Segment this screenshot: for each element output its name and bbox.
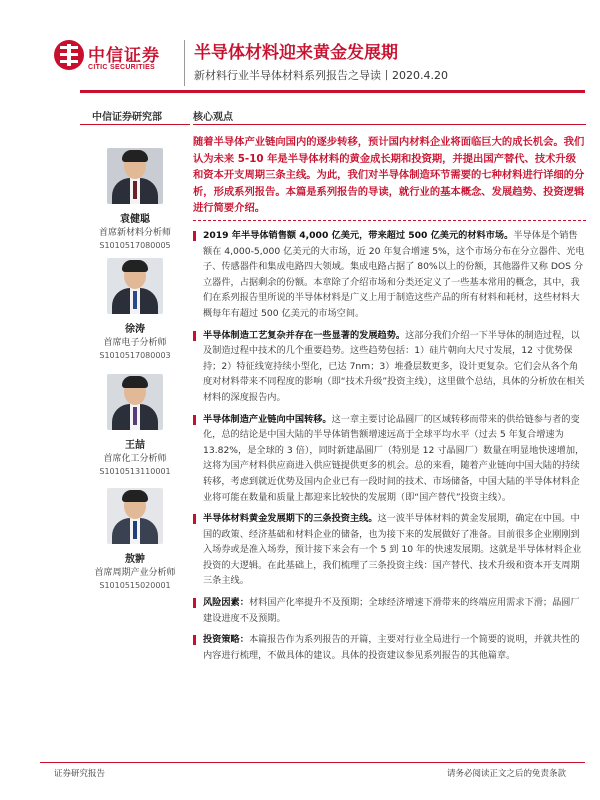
- key-point-text: 这一章主要讨论晶圆厂的区域转移而带来的供给链参与者的变化，总的结论是中国大陆的半导体销售额增速远高于全球平均水平（过去 5 年复合增速为 13.82%，是全球的 3 倍），同时新建晶圆厂（特别是 12 寸晶圆厂）数量在明显地快速增加，这将为国产材料供应商进入供应链提供更多的机会。总的来看，随着产业链向中国大陆的持续转移，考虑到就近优势及国内企业已有一段时间的技术、市场储备，中国大陆的半导体材料企业将可能在数量和质量上都迎来比较快的发展期（即“国产替代”投资主线）。: [203, 413, 585, 503]
- bullet-marker: [193, 635, 196, 645]
- analyst-role: 首席新材料分析师: [98, 228, 171, 238]
- report-subtitle: 新材料行业半导体材料系列报告之导读丨2020.4.20: [194, 69, 448, 82]
- key-point-text: 这部分我们介绍一下半导体的制造过程，以及制造过程中技术的几个重要趋势。这些趋势包括：1）硅片朝向大尺寸发展，12 寸优势保持；2）特征线宽持续小型化，已达 7nm；3）堆叠层数更多，设计更复杂。它们会从各个角度对材料带来不同程度的影响（即“技术升级”投资主线），这里做个总结，具体的分析放在相关材料的深度报告内。: [203, 329, 585, 403]
- key-point-text: 材料国产化率提升不及预期；全球经济增速下滑带来的终端应用需求下滑；晶圆厂建设进度不及预期。: [203, 597, 580, 624]
- analyst-card: [80, 148, 190, 250]
- analyst-role: 首席化工分析师: [103, 454, 167, 464]
- key-point-lead: 半导体材料黄金发展期下的三条投资主线。: [203, 513, 378, 525]
- footer-rule: [40, 762, 585, 763]
- intro-separator: [193, 220, 586, 221]
- analyst-card: [80, 374, 190, 476]
- key-point: [193, 632, 586, 663]
- analyst-card: [80, 488, 190, 590]
- analyst-photo: [107, 488, 163, 544]
- header-divider: [184, 40, 185, 86]
- key-point-lead: 半导体制造工艺复杂并存在一些显著的发展趋势。: [203, 329, 406, 341]
- header-rule: [80, 90, 585, 93]
- analyst-photo: [107, 258, 163, 314]
- analyst-license-id: S1010513110001: [99, 467, 171, 476]
- analyst-photo: [107, 374, 163, 430]
- analyst-name: 徐涛: [125, 324, 145, 335]
- core-view-heading: 核心观点: [193, 112, 233, 123]
- key-point-lead: 风险因素：: [203, 597, 249, 609]
- bullet-marker: [193, 331, 196, 341]
- citic-logo-icon: [54, 40, 84, 70]
- key-point: [193, 412, 586, 506]
- key-point-lead: 半导体制造产业链向中国转移。: [203, 413, 332, 425]
- key-point-text: 这一波半导体材料的黄金发展期，确定在中国。中国的政策、经济基础和材料企业的储备，也为接下来的发展做好了准备。目前很多企业刚刚到入场券或是准入场券，预计接下来会有一个 5 到 10 年的快速发展期。这就是半导体材料企业投资的大逻辑。在此基础上，我们梳理了三条投资主线：国产替代、技术升级和资本开支周期三条主线。: [203, 513, 582, 587]
- key-point-lead: 2019 年半导体销售额 4,000 亿美元，带来超过 500 亿美元的材料市场。: [203, 230, 514, 241]
- left-heading-rule: [80, 124, 190, 125]
- bullet-marker: [193, 514, 196, 524]
- key-point: [193, 328, 586, 406]
- analyst-license-id: S1010517080005: [99, 241, 171, 250]
- bullet-marker: [193, 415, 196, 425]
- main-heading-rule: [193, 124, 586, 125]
- report-header: [0, 0, 600, 92]
- report-title: 半导体材料迎来黄金发展期: [194, 43, 398, 63]
- analyst-role: 首席电子分析师: [103, 338, 167, 348]
- analyst-name: 王喆: [125, 440, 145, 451]
- analyst-card: [80, 258, 190, 360]
- key-point: [193, 228, 586, 322]
- logo-text-cn: 中信证券: [88, 46, 160, 66]
- footer-disclaimer-note: 请务必阅读正文之后的免责条款: [446, 769, 566, 779]
- key-point-lead: 投资策略：: [203, 634, 249, 646]
- analyst-name: 袁健聪: [120, 214, 150, 225]
- key-point: [193, 511, 586, 589]
- analyst-role: 首席周期产业分析师: [94, 568, 176, 578]
- key-point-text: 半导体是个销售额在 4,000-5,000 亿美元的大市场，近 20 年复合增速 5%，这个市场分布在分立器件、光电子、传感器件和集成电路四大领域。集成电路占据了 80%以上的份额，其他器件又称 DOS 分立器件，占据剩余的份额。本章除了介绍市场和分类还定义了一些基本常用的概念，其中，我们在系列报告里所说的半导体材料是广义上用于制造这些产品的所有材料和耗材，这些材料大概每年有超过 500 亿美元的市场空间。: [203, 230, 585, 319]
- analyst-license-id: S1010515020001: [99, 581, 171, 590]
- bullet-marker: [193, 598, 196, 608]
- core-view-intro: 随着半导体产业链向国内的逐步转移，预计国内材料企业将面临巨大的成长机会。我们认为未来 5-10 年是半导体材料的黄金成长期和投资期，并提出国产替代、技术升级和资本开支周期三条主线。为此，我们对半导体制造环节需要的七种材料进行详细的分析，形成系列报告。本篇是系列报告的导读，就行业的基本概念、发展趋势、投资逻辑进行简要介绍。: [193, 136, 585, 214]
- key-point-text: 本篇报告作为系列报告的开篇，主要对行业全局进行一个简要的说明，并就共性的内容进行梳理，不做具体的建议。具体的投资建议参见系列报告的其他篇章。: [203, 634, 580, 661]
- logo-text-en: CITIC SECURITIES: [88, 64, 156, 71]
- research-dept-heading: 中信证券研究部: [92, 112, 162, 123]
- key-points-list: [193, 228, 586, 669]
- bullet-marker: [193, 231, 196, 241]
- analyst-photo: [107, 148, 163, 204]
- footer-left-label: 证券研究报告: [54, 769, 106, 779]
- analyst-license-id: S1010517080003: [99, 351, 171, 360]
- key-point: [193, 595, 586, 626]
- analyst-name: 敖翀: [125, 554, 145, 565]
